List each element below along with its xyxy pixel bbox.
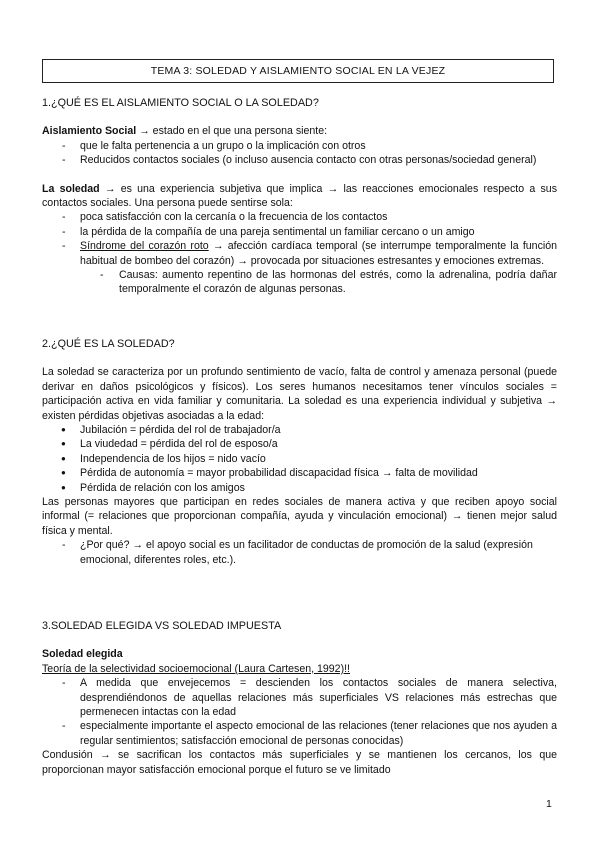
list-item: - especialmente importante el aspecto emocional de las relaciones (tener relaciones que nos ayuden a regular sentimientos; satisfacción emocional de personas conocidas) [42,719,557,748]
list-item: - la pérdida de la compañía de una pareja sentimental un familiar cercano o un amigo [42,225,557,239]
list-item: - A medida que envejecemos = descienden los contactos sociales de manera selectiva, desprendiéndonos de aquellas relaciones más superficiales VS relaciones más estrechas que permenecen intactas con la edad [42,676,557,719]
section-3-subheading [42,647,557,661]
list-item: - Reducidos contactos sociales (o incluso ausencia contacto con otras personas/sociedad general) [42,153,557,167]
section-1-heading: 1.¿QUÉ ES EL AISLAMIENTO SOCIAL O LA SOLEDAD? [42,97,319,109]
soledad-elegida-label: Soledad elegida [42,648,123,661]
aislamiento-definition [42,124,557,138]
section-3-heading: 3.SOLEDAD ELEGIDA VS SOLEDAD IMPUESTA [42,619,282,632]
section-2-paragraph-1: La soledad se caracteriza por un profundo sentimiento de vacío, falta de control y amenaza personal (puede derivar en daños psicológicos y físicos). Los seres humanos necesitamos tener vínculos sociales = participación activa en vida familiar y comunitaria. La soledad es una experiencia individual y subjetiva → existen pérdidas objetivas asociadas a la edad: [42,366,557,422]
list-item: - poca satisfacción con la cercanía o la frecuencia de los contactos [42,210,557,224]
document-title: TEMA 3: SOLEDAD Y AISLAMIENTO SOCIAL EN LA VEJEZ [42,59,554,83]
document-body [42,96,557,777]
losses-list [42,423,557,495]
conclusion: Condusión → se sacrifican los contactos más superficiales y se mantienen los cercanos, los que proporcionan mayor satisfacción emocional porque el futuro se ve limitado [42,749,557,776]
sindrome-def: → afección cardíaca temporal (se interrumpe temporalmente la función habitual de bombeo del corazón) → provocada por situaciones estresantes y emociones extremas. [80,240,558,267]
list-item-sindrome [42,239,557,297]
list-item: ● Jubilación = pérdida del rol de trabajador/a [42,423,557,437]
section-2-heading: 2.¿QUÉ ES LA SOLEDAD? [42,337,175,350]
aislamiento-term: Aislamiento Social [42,125,137,138]
page-number: 1 [546,798,552,810]
list-item: ● Pérdida de autonomía = mayor probabilidad discapacidad física → falta de movilidad [42,466,557,480]
sindrome-term: Síndrome del corazón roto [80,240,209,253]
section-2-paragraph-2: Las personas mayores que participan en redes sociales de manera activa y que reciben apoyo social informal (= relaciones que proporcionan compañía, ayuda y vinculación emocional) → tienen mejor salud física y mental. [42,495,557,537]
selectividad-list [42,676,557,748]
list-item-causas: - Causas: aumento repentino de las hormonas del estrés, como la adrenalina, podría dañar temporalmente el corazón de algunas personas. [42,268,557,297]
list-item: ● La viudedad = pérdida del rol de esposo/a [42,437,557,451]
theory-title: Teoría de la selectividad socioemocional (Laura Cartesen, 1992)!! [42,662,350,675]
list-item: - que le falta pertenencia a un grupo o la implicación con otros [42,139,557,153]
list-item: ● Pérdida de relación con los amigos [42,481,557,495]
list-item: - ¿Por qué? → el apoyo social es un facilitador de conductas de promoción de la salud (expresión emocional, diferentes roles, etc.). [42,538,557,567]
list-item: ● Independencia de los hijos = nido vacío [42,452,557,466]
soledad-term: La soledad [42,182,100,195]
aislamiento-list [42,139,557,168]
soledad-list [42,210,557,296]
aislamiento-def-text: → estado en el que una persona siente: [136,125,328,138]
causas-list [42,268,557,297]
soledad-definition [42,182,557,211]
why-list [42,538,557,567]
soledad-def-text: → es una experiencia subjetiva que implica → las reacciones emocionales respecto a sus contactos sociales. Una persona puede sentirse sola: [42,182,557,210]
